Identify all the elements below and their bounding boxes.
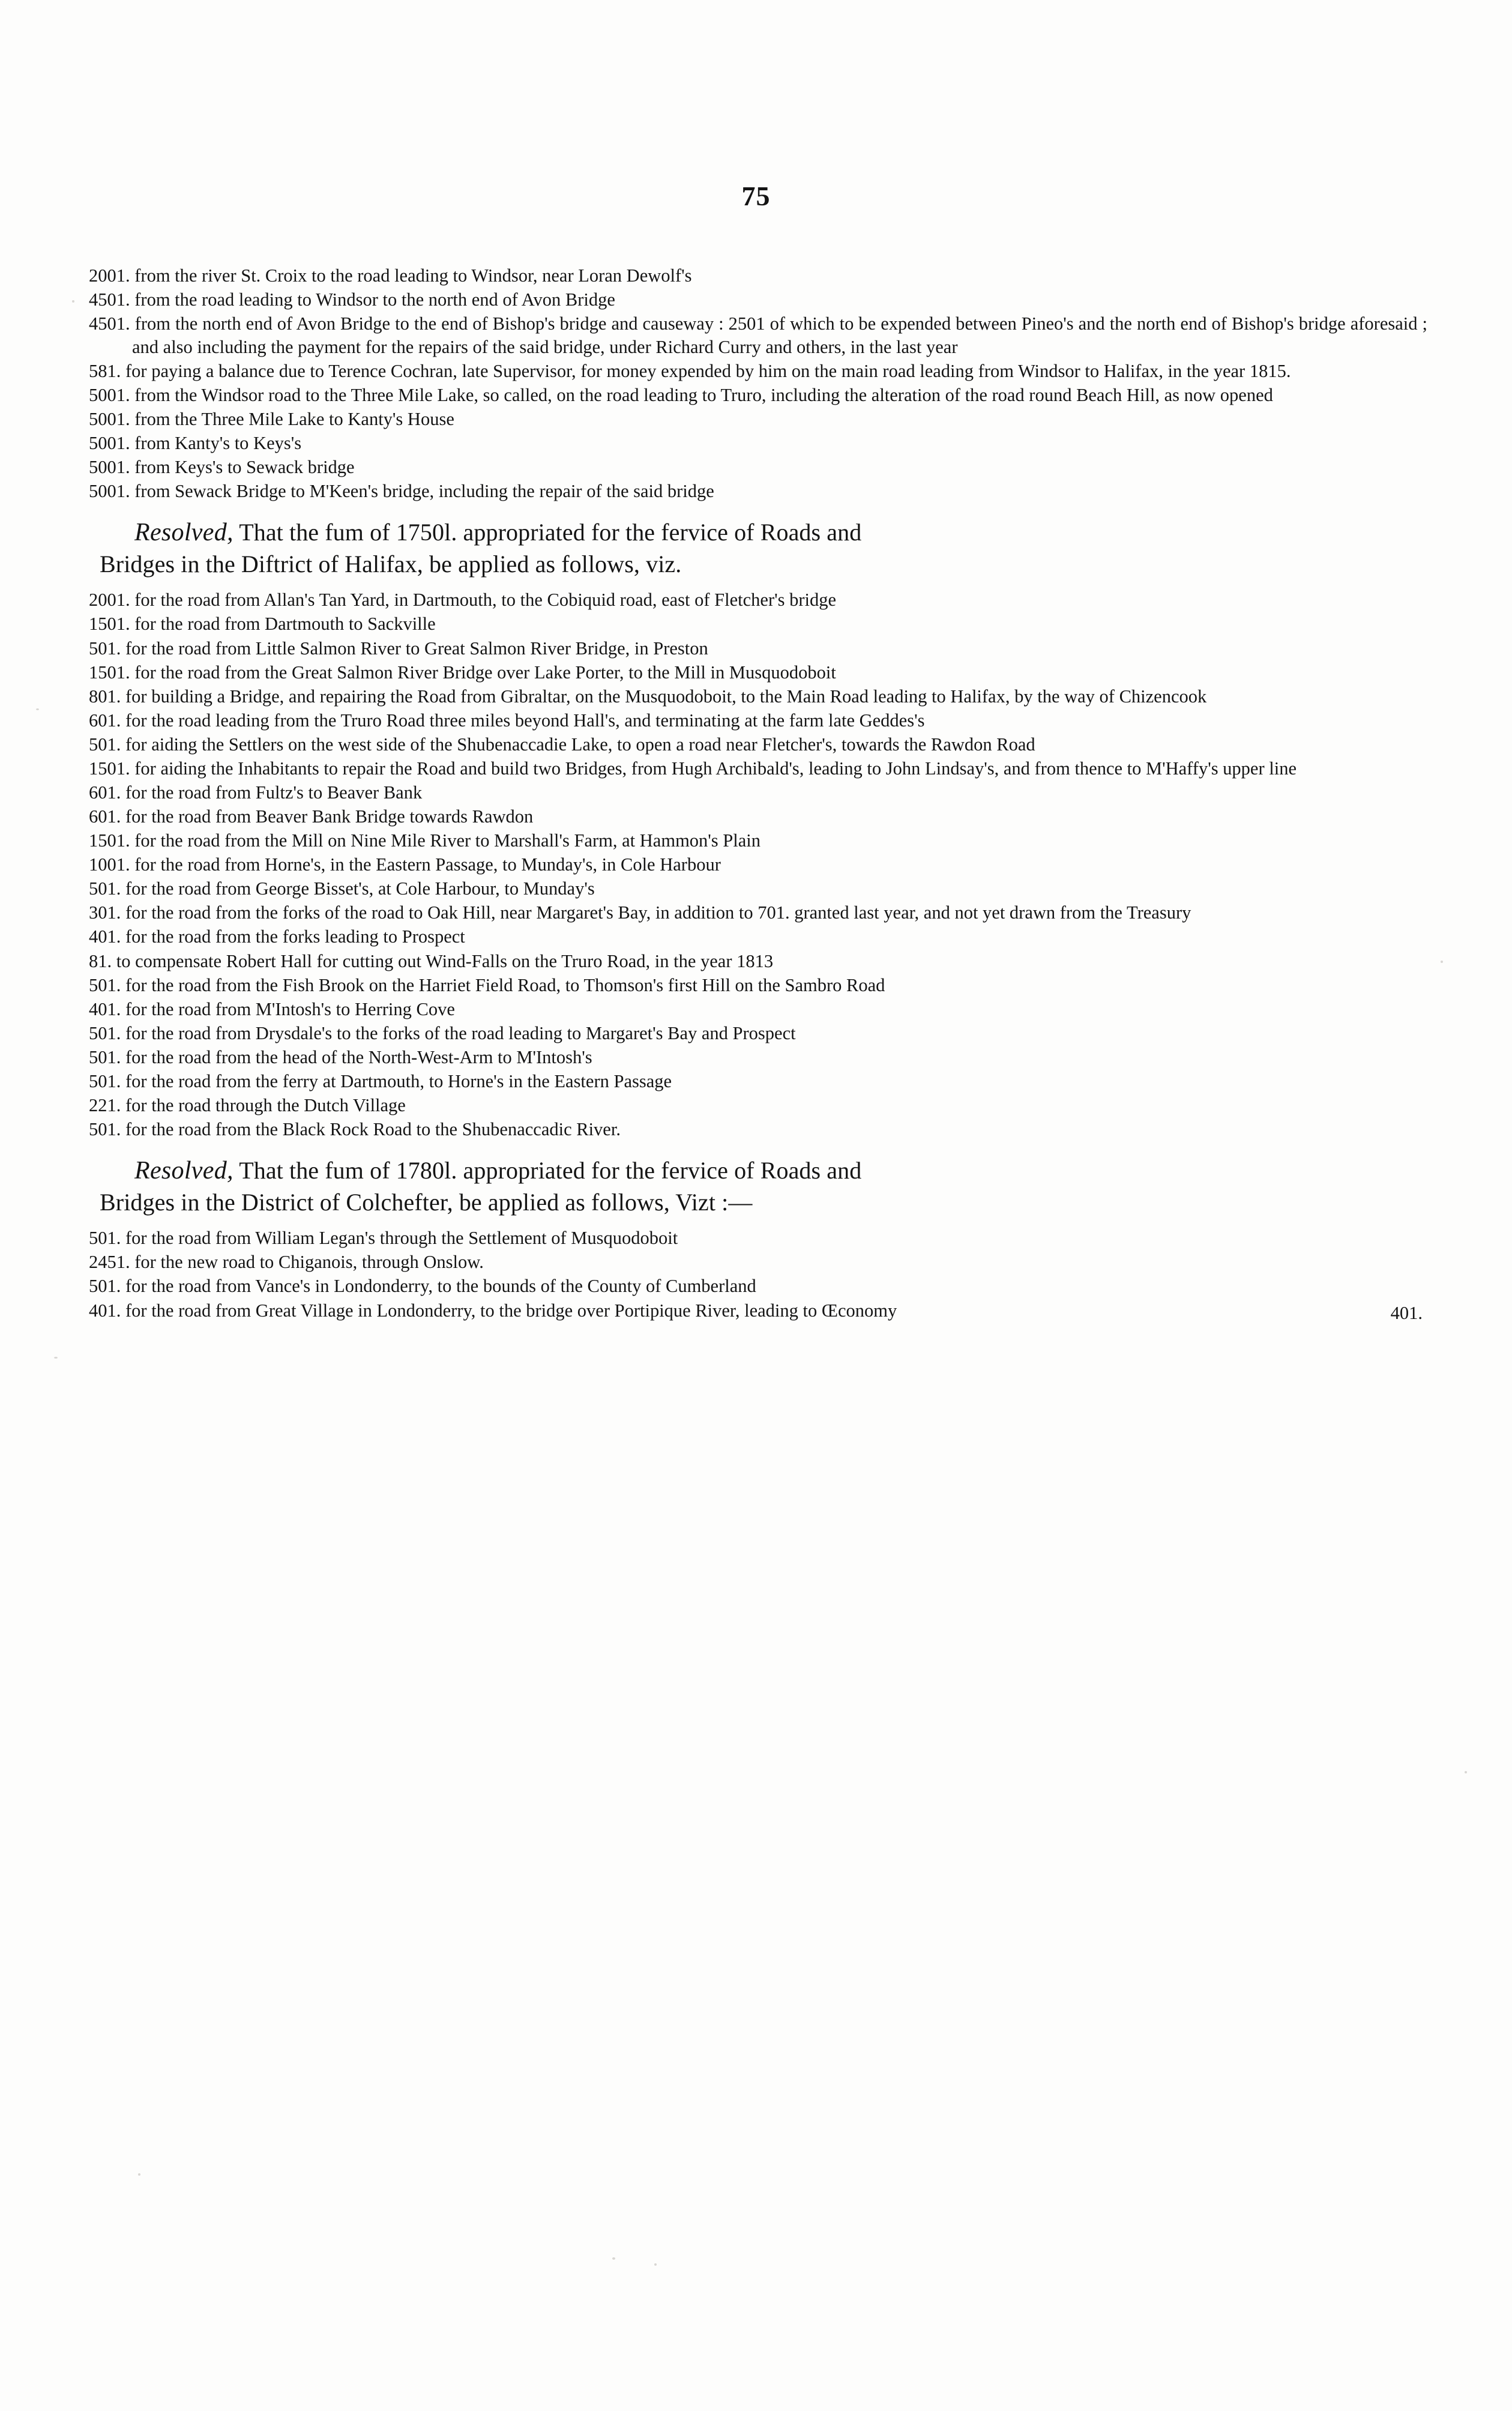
- list-item: 2001. from the river St. Croix to the road leading to Windsor, near Loran Dewolf's: [89, 265, 692, 286]
- list-item: 501. for the road from William Legan's through the Settlement of Musquodoboit: [89, 1228, 678, 1249]
- list-item: 81. to compensate Robert Hall for cutting out Wind-Falls on the Truro Road, in the year 1813: [89, 950, 774, 971]
- scan-speck: [72, 300, 74, 303]
- resolution-line-2: Bridges in the District of Colchefter, be applied as follows, Vizt :—: [100, 1189, 753, 1216]
- list-item: 1501. for the road from the Great Salmon River Bridge over Lake Porter, to the Mill in Musquodoboit: [89, 662, 836, 683]
- list-item: 501. for the road from the Fish Brook on the Harriet Field Road, to Thomson's first Hill on the Sambro Road: [89, 974, 885, 995]
- list-item: 581. for paying a balance due to Terence Cochran, late Supervisor, for money expended by him on the main road leading from Windsor to Halifax, in the year 1815.: [89, 360, 1291, 381]
- page-number: 75: [741, 181, 771, 211]
- scan-speck: [1465, 1771, 1467, 1773]
- list-item: 501. for aiding the Settlers on the west side of the Shubenaccadie Lake, to open a road near Fletcher's, towards the Rawdon Road: [89, 734, 1035, 755]
- list-item: 1001. for the road from Horne's, in the Eastern Passage, to Munday's, in Cole Harbour: [89, 854, 721, 875]
- list-item: 501. for the road from the head of the North-West-Arm to M'Intosh's: [89, 1046, 592, 1067]
- list-item: 2451. for the new road to Chiganois, through Onslow.: [89, 1252, 484, 1273]
- list-item: 601. for the road leading from the Truro Road three miles beyond Hall's, and terminating at the farm late Geddes's: [89, 710, 925, 731]
- list-item: 501. for the road from Little Salmon River to Great Salmon River Bridge, in Preston: [89, 638, 708, 659]
- list-item: 5001. from Sewack Bridge to M'Keen's bridge, including the repair of the said bridge: [89, 481, 714, 502]
- resolution-line-2: Bridges in the Diftrict of Halifax, be applied as follows, viz.: [100, 551, 682, 578]
- total-amount: 401.: [1390, 1302, 1423, 1323]
- list-item: 401. for the road from Great Village in Londonderry, to the bridge over Portipique River, leading to Œconomy: [89, 1300, 897, 1321]
- scan-speck: [654, 2263, 657, 2266]
- scan-speck: [612, 2257, 615, 2260]
- resolution-line-1: That the fum of 1750l. appropriated for the fervice of Roads and: [239, 518, 862, 546]
- list-item: 501. for the road from the Black Rock Road to the Shubenaccadic River.: [89, 1119, 621, 1140]
- page-content: [89, 264, 1427, 1324]
- resolution-line-1: That the fum of 1780l. appropriated for the fervice of Roads and: [239, 1156, 862, 1184]
- list-item: 501. for the road from George Bisset's, at Cole Harbour, to Munday's: [89, 878, 595, 899]
- list-item: 5001. from the Three Mile Lake to Kanty's House: [89, 408, 454, 429]
- resolved-keyword: Resolved,: [134, 1156, 233, 1184]
- list-item: 501. for the road from Vance's in Londonderry, to the bounds of the County of Cumberland: [89, 1276, 756, 1297]
- entry-list-colchester: [89, 1227, 1427, 1322]
- list-item: 601. for the road from Fultz's to Beaver Bank: [89, 782, 423, 803]
- entry-list-top: [89, 264, 1427, 503]
- scan-speck: [54, 1357, 58, 1359]
- list-item: 1501. for the road from the Mill on Nine Mile River to Marshall's Farm, at Hammon's Plain: [89, 830, 761, 851]
- list-item: 5001. from Kanty's to Keys's: [89, 433, 302, 454]
- scan-speck: [138, 2173, 140, 2176]
- list-item: 4501. from the road leading to Windsor to the north end of Avon Bridge: [89, 289, 615, 310]
- list-item: 401. for the road from M'Intosh's to Herring Cove: [89, 998, 455, 1019]
- resolved-keyword: Resolved,: [134, 518, 233, 546]
- list-item: 1501. for the road from Dartmouth to Sackville: [89, 614, 436, 635]
- scan-speck: [1441, 961, 1443, 963]
- list-item: 1501. for aiding the Inhabitants to repair the Road and build two Bridges, from Hugh Archibald's, leading to John Lindsay's, and from thence to M'Haffy's upper line: [89, 758, 1297, 779]
- list-item: 601. for the road from Beaver Bank Bridge towards Rawdon: [89, 806, 534, 827]
- list-item: 401. for the road from the forks leading to Prospect: [89, 926, 465, 947]
- list-item: 4501. from the north end of Avon Bridge to the end of Bishop's bridge and causeway : 2501 of which to be expended between Pineo's and the north end of Bishop's bridge aforesaid ; and also including the payment for the repairs of the said bridge, under Richard Curry and others, in the last year: [89, 313, 1427, 357]
- list-item: 221. for the road through the Dutch Village: [89, 1095, 406, 1116]
- list-item: 2001. for the road from Allan's Tan Yard, in Dartmouth, to the Cobiquid road, east of Fletcher's bridge: [89, 590, 837, 611]
- list-item: 501. for the road from the ferry at Dartmouth, to Horne's in the Eastern Passage: [89, 1070, 672, 1091]
- list-item: 301. for the road from the forks of the road to Oak Hill, near Margaret's Bay, in addition to 701. granted last year, and not yet drawn from the Treasury: [89, 902, 1191, 923]
- scan-speck: [36, 708, 39, 710]
- list-item: 501. for the road from Drysdale's to the forks of the road leading to Margaret's Bay and Prospect: [89, 1022, 796, 1043]
- resolution-halifax: [89, 516, 1427, 581]
- list-item: 801. for building a Bridge, and repairing the Road from Gibraltar, on the Musquodoboit, to the Main Road leading to Halifax, by the way of Chizencook: [89, 686, 1207, 707]
- list-item: 5001. from the Windsor road to the Three Mile Lake, so called, on the road leading to Truro, including the alteration of the road round Beach Hill, as now opened: [89, 384, 1273, 405]
- entry-list-halifax: [89, 588, 1427, 1141]
- resolution-colchester: [89, 1154, 1427, 1219]
- list-item: 5001. from Keys's to Sewack bridge: [89, 457, 355, 478]
